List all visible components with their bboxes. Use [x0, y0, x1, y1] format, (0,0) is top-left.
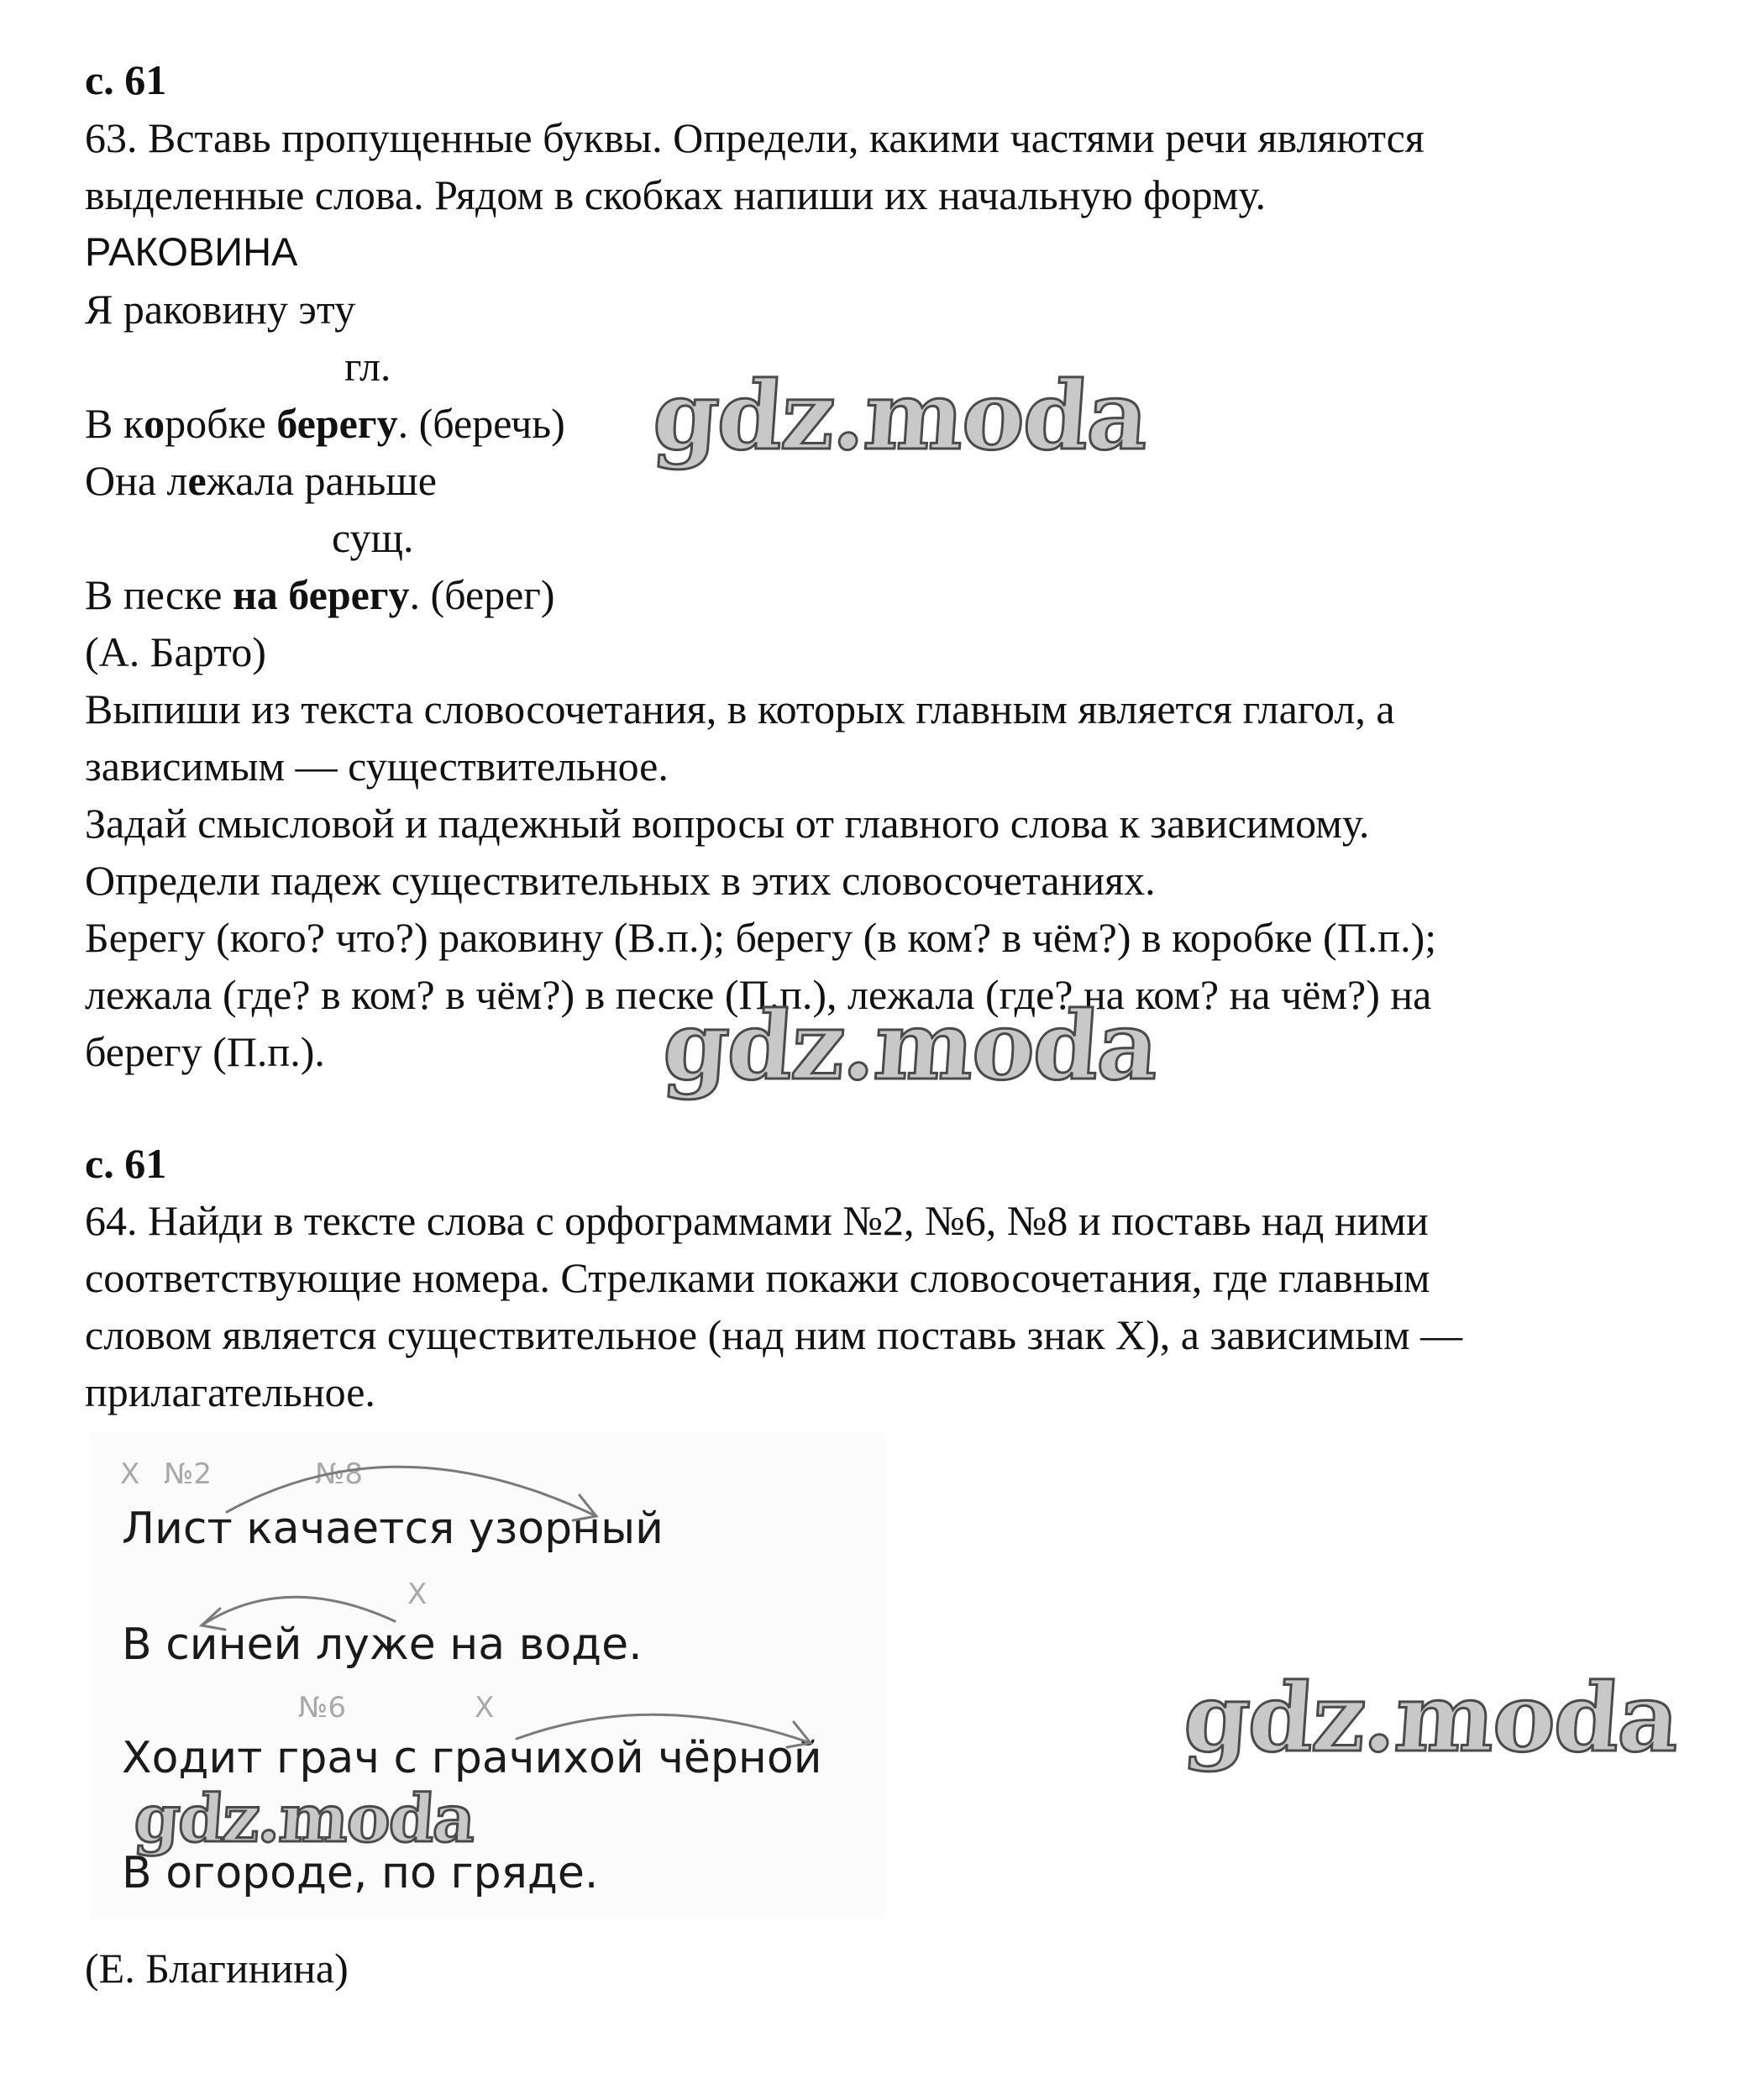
mark-x-2: X — [407, 1578, 428, 1611]
watermark-2: gdz.moda — [659, 991, 1161, 1101]
ex63-poem-title: РАКОВИНА — [85, 229, 298, 274]
mark-verb: гл. — [344, 343, 391, 390]
ex63-answer-line-3: берегу (П.п.). — [85, 1028, 325, 1075]
mark-noun: сущ. — [332, 514, 414, 561]
page-ref-61-second: с. 61 — [85, 1140, 167, 1187]
mark-orthogram-8: №8 — [315, 1457, 363, 1491]
arrow-luzhe-to-siney — [202, 1597, 395, 1625]
mark-orthogram-6: №6 — [298, 1691, 346, 1725]
ex64-poem-line-4: В огороде, по гряде. — [122, 1848, 599, 1898]
ex64-author: (Е. Благинина) — [85, 1945, 349, 1992]
ex64-task-line-4: прилагательное. — [85, 1368, 375, 1415]
ex63-answer-line-1: Берегу (кого? что?) раковину (В.п.); берегу (в ком? в чём?) в коробке (П.п.); — [85, 914, 1437, 961]
mark-x-1: X — [120, 1457, 140, 1491]
ex64-task-line-3: словом является существительное (над ним поставь знак X), а зависимым — — [85, 1311, 1463, 1358]
watermark-1: gdz.moda — [649, 361, 1151, 471]
ex63-task2-line-3: Задай смысловой и падежный вопросы от главного слова к зависимому. — [85, 800, 1370, 847]
ex63-answer-line-2: лежала (где? в ком? в чём?) в песке (П.п.), лежала (где? на ком? на чём?) на — [85, 971, 1432, 1018]
mark-orthogram-2: №2 — [164, 1457, 212, 1491]
mark-x-3: X — [475, 1691, 495, 1725]
bold-word-na-beregu: на берегу — [232, 571, 410, 618]
arrow-head-3 — [787, 1722, 811, 1747]
ex64-task-line-1: 64. Найди в тексте слова с орфограммами №2, №6, №8 и поставь над ними — [85, 1197, 1429, 1244]
ex63-task2-line-4: Определи падеж существительных в этих словосочетаниях. — [85, 857, 1156, 904]
ex64-task-line-2: соответствующие номера. Стрелками покажи словосочетания, где главным — [85, 1254, 1430, 1301]
ex64-poem-line-1: Лист качается узорный — [122, 1504, 664, 1554]
ex63-poem-line-3: Она лежала раньше — [85, 457, 437, 504]
arrow-grachikhoy-to-chernoy — [517, 1714, 811, 1743]
ex63-poem-line-1: Я раковину эту — [85, 286, 356, 333]
arrow-list-to-uzorny — [227, 1467, 596, 1516]
bold-word-beregu: берегу — [276, 400, 398, 447]
ex63-task-line-2: выделенные слова. Рядом в скобках напиши их начальную форму. — [85, 171, 1267, 218]
ex63-task2-line-2: зависимым — существительное. — [85, 743, 669, 790]
ex63-author: (А. Барто) — [85, 628, 266, 675]
ex63-poem-line-2: В коробке берегу. (беречь) — [85, 400, 565, 447]
ex64-poem-line-2: В синей луже на воде. — [122, 1620, 643, 1670]
watermark-4: gdz.moda — [131, 1781, 477, 1857]
ex64-poem-line-3: Ходит грач с грачихой чёрной — [122, 1733, 822, 1783]
ex63-task-line-1: 63. Вставь пропущенные буквы. Определи, какими частями речи являются — [85, 114, 1425, 161]
ex63-task2-line-1: Выпиши из текста словосочетания, в которых главным является глагол, а — [85, 685, 1395, 732]
ex63-poem-line-4: В песке на берегу. (берег) — [85, 571, 555, 618]
watermark-3: gdz.moda — [1180, 1663, 1682, 1773]
page-ref-61-first: с. 61 — [85, 56, 167, 103]
